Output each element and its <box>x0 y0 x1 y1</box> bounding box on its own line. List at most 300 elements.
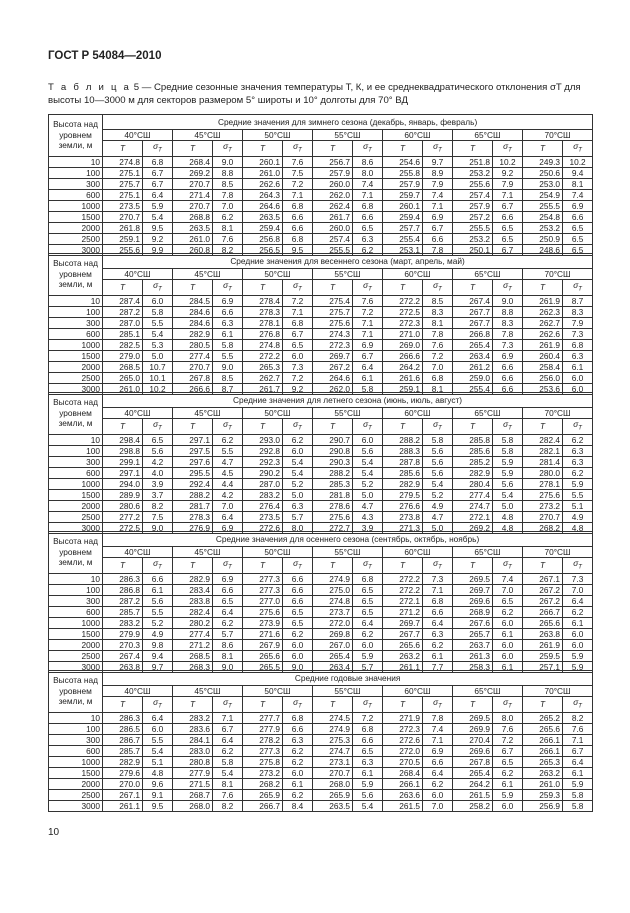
sigma-cell: 6.2 <box>283 745 313 756</box>
sigma-cell: 6.3 <box>283 734 313 745</box>
sigma-cell: 5.4 <box>143 211 173 222</box>
temperature-cell: 267.4 <box>453 295 493 306</box>
sigma-cell: 6.6 <box>283 211 313 222</box>
temperature-cell: 257.9 <box>453 200 493 211</box>
sigma-cell: 5.8 <box>213 756 243 767</box>
sigma-cell: 6.0 <box>143 723 173 734</box>
temperature-cell: 261.0 <box>103 383 143 394</box>
temperature-symbol: T <box>383 419 423 435</box>
temperature-cell: 261.9 <box>523 339 563 350</box>
temperature-cell: 277.4 <box>453 489 493 500</box>
temperature-cell: 272.6 <box>383 734 423 745</box>
table-row <box>49 339 593 350</box>
sigma-cell: 6.4 <box>423 767 453 778</box>
sigma-cell: 4.3 <box>353 511 383 522</box>
sigma-cell: 7.8 <box>213 189 243 200</box>
temperature-cell: 279.9 <box>103 628 143 639</box>
latitude-header: 55°СШ <box>313 547 383 558</box>
sigma-cell: 5.2 <box>143 617 173 628</box>
sigma-cell: 10.2 <box>493 156 523 167</box>
sigma-cell: 6.4 <box>213 734 243 745</box>
temperature-cell: 268.0 <box>313 778 353 789</box>
temperature-cell: 269.6 <box>453 745 493 756</box>
temperature-cell: 268.5 <box>103 361 143 372</box>
sigma-cell: 6.2 <box>213 745 243 756</box>
sigma-cell: 5.0 <box>423 522 453 533</box>
sigma-cell: 7.1 <box>353 317 383 328</box>
temperature-cell: 273.2 <box>523 500 563 511</box>
latitude-header: 70°СШ <box>523 269 593 280</box>
temperature-cell: 292.8 <box>243 445 283 456</box>
temperature-cell: 271.9 <box>383 712 423 723</box>
temperature-cell: 280.6 <box>103 500 143 511</box>
temperature-cell: 262.4 <box>313 200 353 211</box>
temperature-cell: 272.0 <box>383 745 423 756</box>
temperature-cell: 275.7 <box>313 306 353 317</box>
temperature-cell: 269.8 <box>313 628 353 639</box>
sigma-cell: 6.2 <box>353 244 383 255</box>
sigma-cell: 5.8 <box>423 434 453 445</box>
table-row <box>49 745 593 756</box>
temperature-cell: 270.7 <box>103 211 143 222</box>
temperature-symbol: T <box>243 141 283 157</box>
sigma-cell: 5.6 <box>143 595 173 606</box>
temperature-cell: 254.6 <box>383 156 423 167</box>
sigma-cell: 6.6 <box>353 211 383 222</box>
section-title-row <box>49 254 593 269</box>
sigma-cell: 4.7 <box>423 511 453 522</box>
temperature-cell: 260.4 <box>523 350 563 361</box>
sigma-cell: 6.8 <box>283 317 313 328</box>
sigma-cell: 5.4 <box>213 767 243 778</box>
sigma-cell: 7.1 <box>493 189 523 200</box>
sigma-cell: 7.1 <box>283 306 313 317</box>
temperature-cell: 275.4 <box>313 295 353 306</box>
sigma-cell: 6.8 <box>423 595 453 606</box>
temperature-cell: 256.0 <box>523 372 563 383</box>
sigma-cell: 6.0 <box>423 789 453 800</box>
temperature-cell: 250.1 <box>453 244 493 255</box>
temperature-cell: 274.8 <box>313 595 353 606</box>
temperature-cell: 269.7 <box>313 350 353 361</box>
latitude-header: 45°СШ <box>173 547 243 558</box>
sigma-cell: 6.0 <box>493 617 523 628</box>
temperature-cell: 275.1 <box>103 167 143 178</box>
sigma-cell: 6.6 <box>493 361 523 372</box>
sigma-cell: 9.8 <box>143 639 173 650</box>
temperature-cell: 267.9 <box>243 639 283 650</box>
temperature-cell: 265.6 <box>383 639 423 650</box>
sigma-cell: 7.3 <box>563 328 593 339</box>
height-cell: 3000 <box>49 522 103 533</box>
temperature-cell: 288.3 <box>383 445 423 456</box>
sigma-cell: 6.0 <box>353 434 383 445</box>
sigma-cell: 6.9 <box>213 522 243 533</box>
sigma-cell: 7.2 <box>283 295 313 306</box>
temperature-cell: 285.6 <box>383 467 423 478</box>
sigma-cell: 5.5 <box>213 445 243 456</box>
temperature-cell: 261.1 <box>103 800 143 811</box>
sigma-cell: 8.3 <box>563 306 593 317</box>
sigma-cell: 9.0 <box>213 661 243 672</box>
table-row <box>49 595 593 606</box>
sigma-cell: 6.3 <box>353 233 383 244</box>
sigma-cell: 9.9 <box>143 244 173 255</box>
table-row <box>49 584 593 595</box>
temperature-cell: 270.7 <box>523 511 563 522</box>
temperature-cell: 265.9 <box>313 789 353 800</box>
table-row <box>49 489 593 500</box>
temperature-cell: 274.5 <box>313 712 353 723</box>
temperature-cell: 259.7 <box>383 189 423 200</box>
sigma-symbol: $\sigma_T$ <box>143 419 173 435</box>
sigma-cell: 7.5 <box>143 511 173 522</box>
symbol-row <box>49 419 593 435</box>
temperature-cell: 282.4 <box>523 434 563 445</box>
table-row <box>49 606 593 617</box>
temperature-cell: 271.0 <box>383 328 423 339</box>
temperature-symbol: T <box>243 697 283 713</box>
sigma-cell: 6.2 <box>563 467 593 478</box>
sigma-symbol: $\sigma_T$ <box>563 558 593 574</box>
section-title: Средние значения для летнего сезона (июнь, июль, август) <box>103 393 593 408</box>
caption-text: 5 — Средние сезонные значения температуры T, К, и ее среднеквадратического отклонения σT для высоты 10—3000 м для секторов размером 5° широты и 10° долготы для 70° ВД <box>48 82 581 106</box>
sigma-cell: 6.1 <box>563 617 593 628</box>
sigma-cell: 5.3 <box>143 339 173 350</box>
latitude-header: 55°СШ <box>313 130 383 141</box>
sigma-cell: 7.3 <box>563 573 593 584</box>
temperature-symbol: T <box>383 141 423 157</box>
sigma-cell: 9.0 <box>493 295 523 306</box>
sigma-cell: 6.7 <box>493 745 523 756</box>
height-cell: 2000 <box>49 639 103 650</box>
table-row <box>49 734 593 745</box>
temperature-cell: 286.8 <box>103 584 143 595</box>
temperature-cell: 268.9 <box>453 606 493 617</box>
temperature-cell: 259.5 <box>523 650 563 661</box>
sigma-cell: 7.6 <box>283 156 313 167</box>
sigma-cell: 10.2 <box>563 156 593 167</box>
sigma-cell: 4.7 <box>213 456 243 467</box>
temperature-cell: 272.5 <box>383 306 423 317</box>
temperature-symbol: T <box>243 419 283 435</box>
temperature-cell: 270.7 <box>173 200 213 211</box>
temperature-cell: 261.1 <box>383 661 423 672</box>
temperature-cell: 269.0 <box>383 339 423 350</box>
table-row <box>49 317 593 328</box>
temperature-cell: 265.2 <box>523 712 563 723</box>
sigma-cell: 6.6 <box>423 756 453 767</box>
temperature-cell: 266.1 <box>523 734 563 745</box>
height-cell: 2000 <box>49 222 103 233</box>
sigma-cell: 6.0 <box>563 639 593 650</box>
temperature-cell: 279.5 <box>383 489 423 500</box>
temperature-cell: 285.8 <box>453 434 493 445</box>
table-row <box>49 434 593 445</box>
temperature-cell: 257.9 <box>383 178 423 189</box>
temperature-cell: 261.5 <box>453 789 493 800</box>
temperature-symbol: T <box>523 280 563 296</box>
temperature-cell: 285.3 <box>313 478 353 489</box>
height-cell: 100 <box>49 445 103 456</box>
sigma-symbol: $\sigma_T$ <box>423 280 453 296</box>
temperature-cell: 271.3 <box>383 522 423 533</box>
sigma-cell: 6.2 <box>563 606 593 617</box>
temperature-cell: 278.4 <box>243 295 283 306</box>
temperature-cell: 267.7 <box>453 306 493 317</box>
temperature-cell: 285.7 <box>103 606 143 617</box>
table-row <box>49 222 593 233</box>
latitude-row <box>49 130 593 141</box>
temperature-cell: 263.7 <box>453 639 493 650</box>
sigma-cell: 8.1 <box>563 178 593 189</box>
sigma-cell: 6.1 <box>563 767 593 778</box>
temperature-cell: 283.6 <box>173 723 213 734</box>
table-row <box>49 456 593 467</box>
temperature-cell: 272.2 <box>383 295 423 306</box>
temperature-cell: 277.4 <box>173 628 213 639</box>
sigma-cell: 9.7 <box>423 156 453 167</box>
section-title: Средние значения для весеннего сезона (март, апрель, май) <box>103 254 593 269</box>
temperature-cell: 277.3 <box>243 573 283 584</box>
temperature-cell: 268.3 <box>173 661 213 672</box>
temperature-cell: 283.0 <box>173 745 213 756</box>
sigma-cell: 6.6 <box>283 723 313 734</box>
height-label: Высота над уровнем земли, м <box>49 254 103 296</box>
sigma-cell: 5.4 <box>353 456 383 467</box>
sigma-symbol: $\sigma_T$ <box>143 697 173 713</box>
sigma-symbol: $\sigma_T$ <box>143 280 173 296</box>
sigma-cell: 5.5 <box>563 489 593 500</box>
sigma-cell: 4.5 <box>213 467 243 478</box>
sigma-cell: 6.6 <box>423 233 453 244</box>
temperature-cell: 261.9 <box>523 639 563 650</box>
sigma-symbol: $\sigma_T$ <box>353 697 383 713</box>
sigma-symbol: $\sigma_T$ <box>283 141 313 157</box>
sigma-cell: 6.5 <box>493 756 523 767</box>
temperature-cell: 286.5 <box>103 723 143 734</box>
height-cell: 3000 <box>49 244 103 255</box>
temperature-cell: 256.8 <box>243 233 283 244</box>
table-row <box>49 156 593 167</box>
temperature-cell: 255.5 <box>313 244 353 255</box>
sigma-cell: 7.1 <box>353 189 383 200</box>
temperature-cell: 260.0 <box>313 222 353 233</box>
sigma-cell: 10.2 <box>143 383 173 394</box>
temperature-cell: 289.9 <box>103 489 143 500</box>
temperature-cell: 275.8 <box>243 756 283 767</box>
temperature-cell: 255.6 <box>103 244 143 255</box>
temperature-cell: 277.9 <box>173 767 213 778</box>
sigma-cell: 7.0 <box>563 584 593 595</box>
sigma-cell: 6.2 <box>563 434 593 445</box>
sigma-cell: 5.7 <box>353 661 383 672</box>
height-cell: 300 <box>49 178 103 189</box>
temperature-cell: 286.7 <box>103 734 143 745</box>
latitude-header: 70°СШ <box>523 686 593 697</box>
section-title-row <box>49 671 593 686</box>
temperature-cell: 265.3 <box>243 361 283 372</box>
temperature-cell: 257.7 <box>383 222 423 233</box>
sigma-symbol: $\sigma_T$ <box>283 558 313 574</box>
height-cell: 1000 <box>49 617 103 628</box>
temperature-cell: 275.6 <box>243 606 283 617</box>
temperature-cell: 281.8 <box>313 489 353 500</box>
table-caption <box>48 81 593 107</box>
temperature-cell: 257.2 <box>453 211 493 222</box>
sigma-cell: 7.3 <box>423 573 453 584</box>
caption-label: Т а б л и ц а <box>48 82 132 93</box>
sigma-cell: 7.8 <box>423 244 453 255</box>
temperature-symbol: T <box>103 697 143 713</box>
sigma-cell: 6.6 <box>493 211 523 222</box>
sigma-cell: 6.5 <box>353 584 383 595</box>
temperature-cell: 263.6 <box>383 789 423 800</box>
latitude-header: 50°СШ <box>243 408 313 419</box>
temperature-cell: 287.4 <box>103 295 143 306</box>
sigma-cell: 6.2 <box>283 434 313 445</box>
temperature-cell: 262.7 <box>523 317 563 328</box>
sigma-cell: 5.5 <box>213 350 243 361</box>
temperature-symbol: T <box>383 280 423 296</box>
temperature-cell: 261.7 <box>243 383 283 394</box>
temperature-symbol: T <box>103 141 143 157</box>
sigma-cell: 7.6 <box>353 295 383 306</box>
temperature-cell: 268.4 <box>173 156 213 167</box>
sigma-cell: 6.5 <box>353 606 383 617</box>
latitude-header: 60°СШ <box>383 130 453 141</box>
sigma-cell: 7.3 <box>493 339 523 350</box>
temperature-cell: 272.2 <box>383 573 423 584</box>
sigma-cell: 8.1 <box>423 383 453 394</box>
temperature-cell: 262.3 <box>523 306 563 317</box>
sigma-symbol: $\sigma_T$ <box>563 419 593 435</box>
height-cell: 100 <box>49 584 103 595</box>
sigma-cell: 9.4 <box>143 650 173 661</box>
sigma-cell: 6.6 <box>493 383 523 394</box>
height-cell: 10 <box>49 712 103 723</box>
sigma-cell: 6.5 <box>213 595 243 606</box>
sigma-cell: 7.4 <box>423 723 453 734</box>
sigma-cell: 6.0 <box>493 650 523 661</box>
temperature-symbol: T <box>453 419 493 435</box>
table-row <box>49 650 593 661</box>
temperature-cell: 269.6 <box>453 595 493 606</box>
sigma-cell: 6.6 <box>143 573 173 584</box>
temperature-cell: 266.1 <box>383 778 423 789</box>
sigma-cell: 8.2 <box>143 500 173 511</box>
sigma-cell: 5.8 <box>213 339 243 350</box>
sigma-cell: 3.9 <box>353 522 383 533</box>
data-table <box>48 531 593 673</box>
data-table <box>48 392 593 534</box>
temperature-cell: 272.3 <box>383 723 423 734</box>
sigma-cell: 6.4 <box>213 606 243 617</box>
sigma-cell: 6.7 <box>423 222 453 233</box>
temperature-cell: 266.6 <box>173 383 213 394</box>
sigma-cell: 7.9 <box>493 178 523 189</box>
sigma-cell: 6.5 <box>563 222 593 233</box>
sigma-cell: 10.7 <box>143 361 173 372</box>
temperature-symbol: T <box>173 419 213 435</box>
sigma-symbol: $\sigma_T$ <box>493 280 523 296</box>
latitude-header: 45°СШ <box>173 408 243 419</box>
temperature-cell: 285.1 <box>103 328 143 339</box>
sigma-cell: 6.0 <box>283 650 313 661</box>
section-title-row <box>49 115 593 130</box>
temperature-cell: 265.7 <box>453 628 493 639</box>
height-cell: 100 <box>49 306 103 317</box>
sigma-cell: 6.0 <box>283 639 313 650</box>
height-cell: 300 <box>49 317 103 328</box>
temperature-cell: 267.8 <box>453 756 493 767</box>
temperature-cell: 286.3 <box>103 712 143 723</box>
temperature-cell: 267.1 <box>523 573 563 584</box>
sigma-cell: 6.2 <box>493 606 523 617</box>
temperature-symbol: T <box>313 141 353 157</box>
temperature-cell: 263.4 <box>313 661 353 672</box>
sigma-cell: 6.7 <box>493 244 523 255</box>
temperature-cell: 281.4 <box>523 456 563 467</box>
temperature-cell: 259.4 <box>383 211 423 222</box>
height-cell: 1500 <box>49 628 103 639</box>
temperature-cell: 297.6 <box>173 456 213 467</box>
temperature-cell: 290.3 <box>313 456 353 467</box>
temperature-cell: 257.1 <box>523 661 563 672</box>
sigma-cell: 6.5 <box>563 244 593 255</box>
latitude-header: 50°СШ <box>243 130 313 141</box>
height-cell: 600 <box>49 189 103 200</box>
section-title: Средние значения для зимнего сезона (декабрь, январь, февраль) <box>103 115 593 130</box>
data-table <box>48 114 593 256</box>
temperature-cell: 285.6 <box>453 445 493 456</box>
sigma-cell: 6.9 <box>563 200 593 211</box>
table-row <box>49 767 593 778</box>
height-cell: 3000 <box>49 661 103 672</box>
sigma-cell: 6.9 <box>213 295 243 306</box>
sigma-cell: 6.7 <box>143 178 173 189</box>
section-title-row <box>49 532 593 547</box>
height-cell: 1000 <box>49 339 103 350</box>
sigma-cell: 5.8 <box>563 800 593 811</box>
temperature-cell: 261.9 <box>523 295 563 306</box>
temperature-cell: 265.9 <box>243 789 283 800</box>
height-cell: 1000 <box>49 756 103 767</box>
temperature-cell: 288.2 <box>313 467 353 478</box>
table-row <box>49 756 593 767</box>
temperature-cell: 265.6 <box>523 723 563 734</box>
table-row <box>49 178 593 189</box>
sigma-cell: 7.1 <box>213 712 243 723</box>
height-cell: 1500 <box>49 489 103 500</box>
sigma-cell: 5.2 <box>423 489 453 500</box>
sigma-cell: 9.1 <box>143 789 173 800</box>
temperature-cell: 251.8 <box>453 156 493 167</box>
latitude-header: 45°СШ <box>173 130 243 141</box>
sigma-cell: 6.3 <box>563 456 593 467</box>
sigma-symbol: $\sigma_T$ <box>563 697 593 713</box>
sigma-cell: 5.7 <box>213 628 243 639</box>
temperature-cell: 285.7 <box>103 745 143 756</box>
temperature-cell: 257.4 <box>453 189 493 200</box>
temperature-cell: 273.1 <box>313 756 353 767</box>
temperature-cell: 299.1 <box>103 456 143 467</box>
latitude-header: 50°СШ <box>243 547 313 558</box>
temperature-cell: 268.8 <box>173 211 213 222</box>
sigma-cell: 5.4 <box>143 745 173 756</box>
sigma-symbol: $\sigma_T$ <box>493 419 523 435</box>
sigma-cell: 6.8 <box>283 712 313 723</box>
